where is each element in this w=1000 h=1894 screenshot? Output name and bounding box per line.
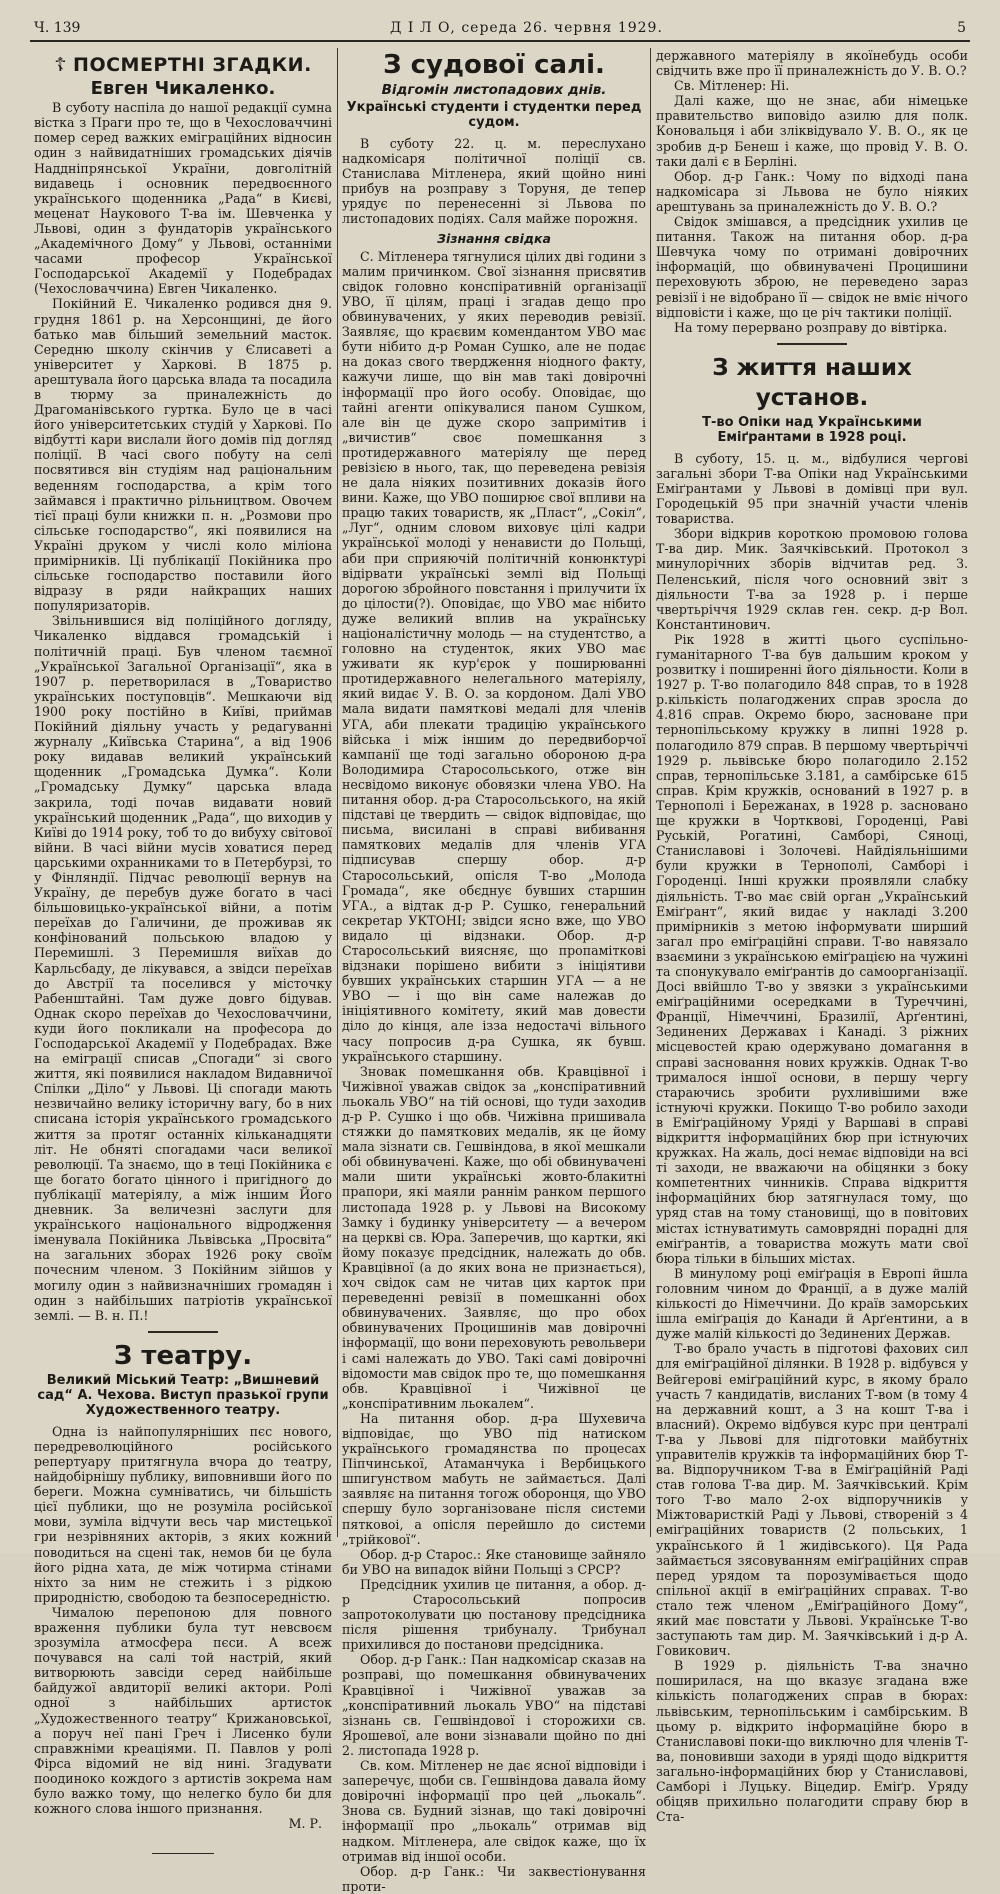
author-signature: М. Р.	[288, 1816, 322, 1832]
court-subheading: Відгомін листопадових днів.	[381, 82, 607, 98]
paragraph: В суботу наспіла до нашої редакції сумна вістка з Праги про те, що в Чехословаччині помер серед важких еміграційних відносин один з найвидатніших громадських діячів Наддніпрянської України, довголітній видавець і основник передвоєнного українського щоденника „Рада“ в Києві, меценат Наукового Т-ва ім. Шевченка у Львові, один з фундаторів українського „Академічного Дому“ у Львові, останніми часами професор Української Господарської Академії у Подебрадах (Чехословаччина) Евген Чикаленко.	[34, 100, 332, 297]
paragraph: Св. Мітленер: Ні.	[674, 78, 790, 94]
theatre-heading: З театру.	[113, 1340, 253, 1371]
issue-number: Ч. 139	[34, 20, 81, 36]
end-rule	[152, 1853, 214, 1854]
column-1	[34, 48, 332, 1832]
paragraph: Предсідник ухилив це питання, а обор. д-р Старосольський попросив запротоколувати цю постанову предсідника після рішення трибуналу. Трибунал прихилився до постанови предсідника.	[342, 1576, 646, 1653]
institutions-body	[656, 451, 968, 1825]
paragraph: Одна із найпопулярніших пєс нового, передреволюційного російського репертуару притягнула вчора до театру, найдобірнішу публику, виповнивши його по береги. Можна сумніватись, чи більшість цієї публики, що не розуміла російської мови, зуміла відчути весь чар мистецької гри незрівняних акторів, з яких кожний поводиться на сцені так, немов би це була його рідна хата, де між чотирма стінами ніхто за ним не стежить і з рідкою природністю, свободою та безпосередністю.	[34, 1423, 332, 1605]
paragraph: Збори відкрив короткою промовою голова Т-ва дир. Мик. Заячківський. Протокол з минулорічних зборів відчитав ред. З. Пеленський, після чого основний звіт з діяльности Т-ва за 1928 р. і перше чвертьріччя 1929 склав ген. секр. д-р Вол. Константинович.	[656, 526, 968, 632]
section-divider	[148, 1331, 218, 1333]
theatre-body	[34, 1424, 332, 1816]
paragraph: Обор. д-р Старос.: Яке становище зайняло би УВО на випадок війни Польщі з СРСР?	[342, 1546, 646, 1577]
paragraph: Рік 1928 в житті цього суспільно-гуманітарного Т-ва був дальшим кроком у розвитку і поширенні його діяльности. Коли в 1927 р. Т-во полагодило 848 справ, то в 1928 р.кількість полагоджених справ зросла до 4.816 справ. Окремо бюро, засноване при тернопільському кружку в липні 1928 р. полагодило 879 справ. В першому чвертьріччі 1929 р. львівське бюро полагодило 2.152 справ, тернопільське 3.181, а самбірське 615 справ. Крім кружків, оснований в 1927 р. в Тернополі і Бережанах, в 1928 р. засновано ще кружки в Чортквові, Городенці, Раві Руській, Рогатині, Самборі, Сяноці, Станиславові і Золочеві. Найдіяльнішими були кружки в Тернополі, Самборі і Городенці. Інші кружки проявляли слабку діяльність. Т-во має свій орган „Український Еміґрант“, який видає у накладі 3.200 примірників з метою інформувати ширший загал про еміґраційні справи. Т-во навязало взаємини з українською еміґрацією на чужині та спонукувало еміґрантів до самоорганізації. Досі ввійшло Т-во у звязки з українськими еміґраційними осередками в Туреччині, Франції, Німеччині, Бразилії, Арґентині, Зединених Державах і Канаді. З ріжних місцевостей краю одержувано домагання в справі засновання нових кружків. Однак Т-во трималося іншої основи, в першу чергу стараючись зробити рухливішими вже істнуючі кружки. Покищо Т-во робило заходи в Еміґраційному Уряді у Варшаві в справі відкриття інформаційних бюр при істнуючих кружках. На жаль, досі немає відповіди на всі ті заходи, не вважаючи на обіцянки з боку компетентних чинників. Справа відкриття інформаційних бюр затягнулася тому, що уряд став на тому становищі, що в повітових містах істнуватимуть самоврядні порадні для еміґрантів, а товариства можуть мати свої бюра тільки в більших містах.	[656, 631, 968, 1266]
paragraph: В суботу, 15. ц. м., відбулися чергові загальні збори Т-ва Опіки над Українськими Еміґрантами у Львові в домівці при вул. Городецькій 95 при значній участи членів товариства.	[656, 450, 968, 527]
column-3	[656, 48, 968, 1825]
obituary-name: Евген Чикаленко.	[90, 78, 276, 100]
paragraph: Обор. д-р Ганк.: Чому по відході пана надкомісара зі Львова не було ніяких арештувань за приналежність до У. В. О.?	[656, 168, 968, 214]
paragraph: Обор. д-р Ганк.: Пан надкомісар сказав на розправі, що помешкання обвинувачених Кравцівної і Чижівної уважав за „конспіративний льокаль УВО“ на підставі зізнань св. Гешвіндової і сторожихи св. Ярошевої, але вони зізнавали щойно по дні 2. листопада 1928 р.	[342, 1652, 646, 1758]
paragraph: Покійний Е. Чикаленко родився дня 9. грудня 1861 р. на Херсонщині, де його батько мав більший земельний масток. Середню школу скінчив у Єлисаветі а університет у Харкові. В 1875 р. арештувала його царська влада та посадила в тюрму за приналежність до Драгоманівського гуртка. Було це в часі його університетських студій у Харкові. По відбутті кари вислали його домів під догляд поліції. В часі свого побуту на селі посвятився він студіям над раціональним веденням господарства, а крім того займався і практично рільництвом. Овочем тієї праці були книжки п. н. „Розмови про сільське господарство“, які появилися на Україні друком у числі коло міліона примірників. Ці публікації Покійника про сільське господарство поставили його відразу в ряди найкращих наших популяризаторів.	[34, 296, 332, 614]
paragraph: Далі каже, що не знає, аби німецьке правительство виповідо азилю для полк. Коновальця і аби зліквідувало У. В. О., як це зробив д-р Бенеш і каже, що провід У. В. О. таки далі є в Берліні.	[656, 93, 968, 169]
paragraph: Зновак помешкання обв. Кравцівної і Чижівної уважав свідок за „конспіративний льокаль УВО“ на тій основі, що туди заходив д-р Р. Сушко і що обв. Чижівна пришивала стяжки до памяткових медалів, як це йому мала зізнати св. Гешвіндова, в якої мешкали обі обвинувачені. Каже, що обі обвинувачені мали шити українські жовто-блакитні прапори, які маяли раннім ранком першого листопада 1928 р. у Львові на Високому Замку і будинку університету — а вечером на церкві св. Юра. Заперечив, що картки, які йому показує предсідник, належать до обв. Кравцівної (а до яких вона не признається), хоч свідок сам не читав цих карток при переведенні ревізії в помешканні обох обвинувачених. Заявляє, що про обох обвинувачених Процишинів мав довірочні інформації, що вони переховують револьвери і самі належать до УВО. Такі самі довірочні відомости мав свідок про те, що помешкання обв. Кравцівної і Чижівної це „конспіративним льокалем“.	[342, 1063, 646, 1411]
testimony-heading: Зізнання свідка	[437, 230, 551, 246]
column-divider	[337, 48, 338, 1537]
column-2	[342, 48, 646, 1894]
page-number: 5	[957, 20, 966, 36]
paragraph: Чималою перепоною для повного враження публики була тут невсвоєм зрозуміла атмосфера пєси. А всеж почувався на салі той настрій, який витворюють завсіди серед найбільше байдужої авдиторії великі актори. Ролі одної з найбільших артисток „Художественного театру“ Крижановської, а поруч неї пані Греч і Лисенко були справжніми креаціями. П. Павлов у ролі Фірса відомий не від нині. Згадувати поодиноко кождого з артистів зокрема нам було важко тому, що нелегко було би для кожного слова іншого признання.	[34, 1604, 332, 1817]
paragraph: Т-во брало участь в підготові фахових сил для еміґраційної ділянки. В 1928 р. відбувся у Вейгерові еміґраційний курс, в якому брало участь 7 кандидатів, висланих Т-вом (в тому 4 на державний кошт, а 3 на кошт Т-ва і власний). Окремо відбувся курс при централі Т-ва у Львові для підготовки майбутніх управителів кружків та інформаційних бюр Т-ва. Відпоручником Т-ва в Еміґраційній Раді став голова Т-ва дир. М. Заячківський. Крім того Т-во мало 2-ох відпоручників у Міжтоваристкій Раді у Львові, створеній з 4 еміґраційних товариств (2 польських, 1 українського й 1 жидівського). Ця Рада займається зясовуванням еміґраційних справ перед урядом та порозумівається щодо спільної акції в еміґраційних справах. Т-во стало теж членом „Еміґраційного Дому“, який має повстати у Львові. Українське Т-во заступають там дир. М. Заячківський і д-р А. Говикович.	[656, 1341, 968, 1659]
court-subheading-2: Українські студенти і студентки перед судом.	[346, 100, 642, 130]
court-continuation	[656, 48, 968, 335]
page-header	[30, 18, 970, 42]
paragraph: Св. ком. Мітленер не дає ясної відповіди і заперечує, щоби св. Гешвіндова давала йому довірочні інформації про цей „льокаль“. Знова св. Будний зізнав, що такі довірочні інформації про „льокаль“ отримав від надком. Мітленера, але свідок каже, що їх отримав від іншої особи.	[342, 1758, 646, 1864]
paragraph: В 1929 р. діяльність Т-ва значно поширилася, на що вказує згадана вже кількість полагоджених справ в бюрах: львівським, тернопільським і самбірським. В цьому р. відкрито інформаційне бюро в Станиславові поки-що виключно для членів Т-ва, поновивши заходи в уряді щодо відкриття загально-інформаційних бюр у Станиславові, Самборі і Луцьку. Віцедир. Еміґр. Уряду обіцяв прихильно полагодити справу бюр в Ста-	[656, 1658, 968, 1825]
obituary-body	[34, 100, 332, 1323]
masthead-date: Д І Л О, середа 26. червня 1929.	[390, 20, 663, 36]
theatre-subheading: Великий Міський Театр: „Вишневий сад“ А. Чехова. Виступ празької групи Художественного театру.	[37, 1372, 329, 1418]
institutions-subheading: Т-во Опіки над Українськими Еміґрантами в 1928 році.	[702, 414, 922, 445]
section-divider	[777, 343, 847, 345]
paragraph: державного матеріялу в якоїнебудь особи свідчить вже про її приналежність до У. В. О.?	[656, 48, 968, 79]
paragraph: Звільнившися від поліційного догляду, Чикаленко віддався громадській і політичній праці. Був членом таємної „Української Загальної Організації“, яка в 1907 р. перетворилася в „Товариство українських поступовців“. Мешкаючи від 1900 року постійно в Київі, приймав Покійний діяльну участь у редагуванні журналу „Київська Старина“, а від 1906 року видавав великий український щоденник „Громадська Думка“. Коли „Громадську Думку“ царська влада закрила, тоді почав видавати новий український щоденник „Рада“, що виходив у Київі до 1914 року, тоб то до вибуху світової війни. В часі війни мусів ховатися перед царськими охранниками то в Петербурзі, то у Фінляндії. Підчас революції вернув на Україну, де перебув дуже богато в часі більшовицько-української війни, а потім переїхав до Галичини, де проживав як конфінований польською владою у Перемишлі. З Перемишля виїхав до Карльсбаду, де лікувався, а звідси переїхав до Австрії та поселився у місточку Рабенштайні. Там дуже довго бідував. Однак скоро переїхав до Чехословаччини, куди його покликали на професора до Господарської Академії у Подебрадах. Вже на еміграції списав „Спогади“ зі свого життя, які появилися накладом Видавничої Спілки „Діло“ у Львові. Ці спогади мають незвичайно велику історичну вагу, бо в них списана історія українського громадського життя за протяг останніх кільканадцяти літ. Не обняті спогадами часи великої революції. Та знаємо, що в теці Покійника є ще богато богато цінного і пригідного до публікації матеріялу, а між іншим Його дневник. За величезні заслуги для українського національного відродження іменувала Покійника Львівська „Просвіта“ на загальних зборах 1926 року своїм почесним членом. З Покійним зійшов у могилу один з найвизначніших громадян і один з найбільших патріотів української землі. — В. н. П.!	[34, 613, 332, 1323]
paragraph: В минулому році еміґрація в Европі йшла головним чином до Франції, а в дуже малій кількості до Німеччини. До країв заморських ішла еміґрація до Канади й Арґентини, а в дуже малій кількості до Зединених Держав.	[656, 1265, 968, 1342]
paragraph: На питання обор. д-ра Шухевича відповідає, що УВО під натиском українського громадянства по процесах Піпчинської, Атаманчука і Вербицького шпигунством мабуть не займається. Далі заявляє на питання тогож оборонця, що УВО спершу було зорганізоване після системи пятковоі, а опісля перейшло до системи „трійкової“.	[342, 1410, 646, 1547]
paragraph: Обор. д-р Ганк.: Чи заквестіонування проти-	[342, 1863, 646, 1894]
court-heading: З судової салі.	[383, 50, 605, 80]
institutions-heading: З життя наших установ.	[712, 354, 912, 411]
orthodox-cross-icon: ☦	[54, 54, 68, 76]
paragraph: В суботу 22. ц. м. переслухано надкомісаря політичної поліції св. Станислава Мітленера, який щойно нині прибув на розправу з Торуня, де тепер урядує по перенесенні зі Львова по листопадових подіях. Саля майже порожня.	[342, 136, 646, 227]
obituaries-heading: ☦ ПОСМЕРТНІ ЗГАДКИ.	[54, 54, 312, 76]
paragraph: На тому перервано розправу до вівтірка.	[674, 319, 948, 335]
column-divider	[650, 48, 651, 1537]
court-body	[342, 249, 646, 1894]
paragraph: С. Мітленера тягнулися цілих дві години з малим причинком. Свої зізнання присвятив свідок головно конспіративній організації УВО, її цілям, праці і згадав дещо про обвинувачених, у яких переводив ревізії. Заявляє, що краєвим комендантом УВО має бути нібито д-р Роман Сушко, але не подає на доказ свого твердження ніодного факту, кажучи лише, що він мав такі довірочні інформації про його особу. Оповідає, що тайні агенти опікувалися паном Сушком, але він це дуже скоро запримітив і „вичистив“ своє помешкання з протидержавного матеріялу ще перед ревізією в нього, так, що переведена ревізія не дала ніяких позитивних доказів його вини. Каже, що УВО поширює свої впливи на працю таких товариств, як „Пласт“, „Сокіл“, „Луг“, одним словом виховує цілі кадри української молоді у ненависти до Польщі, аби при сприяючій політичній конюнктурі відірвати українські землі від Польщі дорогою збройного повстання і прилучити їх до цілости(?). Оповідає, що УВО має нібито дуже великий вплив на українську націоналістичну молодь — на студентство, а головно на студенток, яких УВО має уживати як кур'єрок у поширюванні протидержавного нелегального матеріялу, який видає У. В. О. за кордоном. Далі УВО мала видати памяткові медалі для членів УГА, аби плекати традицію українського війська і між іншим до передвиборчої кампанії ще тоді загально обороною д-ра Володимира Старосольського, отже він несвідомо виконує обовязки члена УВО. На питання обор. д-ра Старосольського, на якій підставі це твердить — свідок відповідає, що письма, висилані в справі вибивання памяткових медалів для членів УГА підписував спершу обор. д-р Старосольський, опісля Т-во „Молода Громада“, яке обєднує бувших старшин УГА., а відтак д-р Р. Сушко, генеральний секретар УКТОНІ; звідси ясно вже, що УВО видало ці відзнаки. Обор. д-р Старосольський виясняє, що пропаміткові відзнаки порішено вибити з ініціятиви бувших українських старшин УГА — а не УВО — і що він саме належав до ініціятивного комітету, який мав довести діло до кінця, але ізза недостачі вільного часу попросив д-ра Сушка, як бувш. українського старшину.	[342, 248, 646, 1064]
paragraph: Свідок змішався, а предсідник ухилив це питання. Також на питання обор. д-ра Шевчука чому по отримані довірочних інформацій, що обвинувачені Процишини переховують зброю, не переведено зараз ревізії і не відобрано її — свідок не вміє нічого відповісти і каже, що це річ тактики поліції.	[656, 214, 968, 320]
